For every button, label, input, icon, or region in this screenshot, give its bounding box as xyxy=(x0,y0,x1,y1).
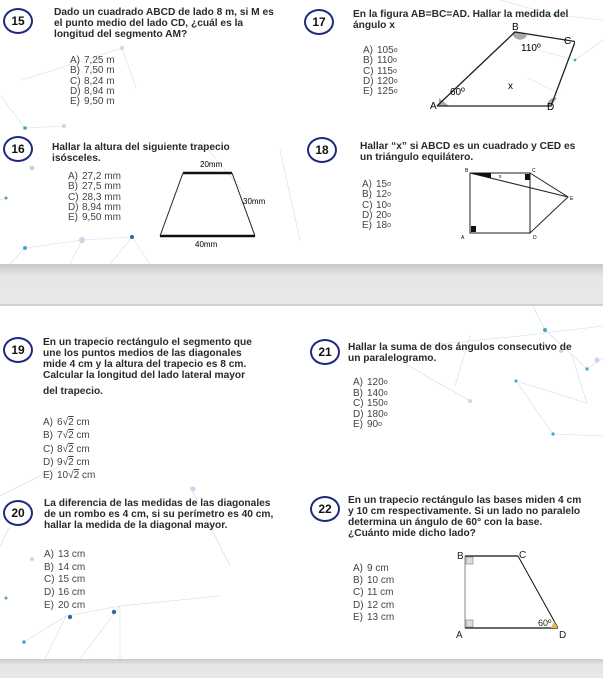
vertex-label-e: E xyxy=(570,196,574,202)
question-stem: En un trapecio rectángulo el segmento que une los puntos medios de las diagonales mide 4 cm y la altura del trapecio es 8 cm. Calcular la longitud del lado lateral mayor del trapecio. xyxy=(43,337,252,397)
side-label: 30mm xyxy=(243,197,266,206)
answer-option[interactable]: D) 120o xyxy=(363,75,398,87)
answer-option[interactable]: B) 140o xyxy=(353,387,388,399)
answer-option[interactable]: E) 125o xyxy=(363,86,398,98)
top-base-label: 20mm xyxy=(200,160,223,169)
vertex-label-d: D xyxy=(547,102,555,110)
question-stem: Dado un cuadrado ABCD de lado 8 m, si M es el punto medio del lado CD, ¿cuál es la longitud del segmento AM? xyxy=(54,7,274,40)
right-angle-c-marker xyxy=(525,174,530,180)
vertex-label-b: B xyxy=(512,22,519,33)
question-stem: Hallar la altura del siguiente trapecio isósceles. xyxy=(52,142,230,164)
answer-option[interactable]: E) 90o xyxy=(353,419,383,430)
answer-option[interactable]: B) 110o xyxy=(363,55,397,67)
question-number-badge: 18 xyxy=(307,137,337,163)
answer-option[interactable]: E) 20 cm xyxy=(44,599,86,611)
answer-options xyxy=(43,416,95,482)
equilateral-triangle-ced xyxy=(530,173,568,233)
answer-option[interactable]: C) 10o xyxy=(362,199,392,211)
page-separator xyxy=(0,659,603,678)
answer-option[interactable]: D) 8,94 mm xyxy=(68,201,121,213)
answer-option[interactable]: B) 12o xyxy=(362,189,392,201)
vertex-label-a: A xyxy=(461,235,465,241)
answer-options xyxy=(362,180,391,231)
answer-options xyxy=(353,378,388,431)
question-number-badge: 22 xyxy=(310,496,340,522)
question-number-badge: 17 xyxy=(304,9,334,35)
angle-60-label: 60º xyxy=(538,618,552,628)
answer-option[interactable]: B) 27,5 mm xyxy=(68,181,121,193)
answer-option[interactable]: A) 105o xyxy=(363,45,398,56)
answer-option[interactable]: D) 16 cm xyxy=(44,587,86,599)
answer-option[interactable]: D) 180o xyxy=(353,408,388,420)
answer-option[interactable]: A) 6√2 cm xyxy=(43,417,90,428)
bottom-base-label: 40mm xyxy=(195,240,218,249)
vertex-label-a: A xyxy=(456,630,463,640)
answer-option[interactable]: A) 120o xyxy=(353,377,388,388)
answer-option[interactable]: E) 10√2 cm xyxy=(43,470,96,482)
answer-option[interactable]: A) 13 cm xyxy=(44,549,86,560)
question-number-badge: 21 xyxy=(310,339,340,365)
question-number-badge: 16 xyxy=(3,136,33,162)
right-angle-b-marker xyxy=(466,557,473,564)
angle-x-label: x xyxy=(499,174,502,180)
answer-option[interactable]: B) 14 cm xyxy=(44,561,86,573)
answer-options xyxy=(44,549,85,613)
answer-option[interactable]: C) 15 cm xyxy=(44,574,86,586)
answer-option[interactable]: C) 115o xyxy=(363,65,397,77)
answer-option[interactable]: C) 11 cm xyxy=(353,587,394,599)
answer-option[interactable]: C) 8√2 cm xyxy=(43,443,90,455)
question-stem: Hallar la suma de dos ángulos consecutivo de un paralelogramo. xyxy=(348,342,572,364)
answer-options xyxy=(363,46,398,97)
vertex-label-c: C xyxy=(564,36,572,47)
vertex-label-b: B xyxy=(457,551,464,562)
question-number-badge: 20 xyxy=(3,500,33,526)
answer-option[interactable]: C) 150o xyxy=(353,398,388,409)
isosceles-trapezoid-figure xyxy=(150,155,280,250)
answer-options xyxy=(70,56,115,107)
right-trapezoid-figure xyxy=(440,545,580,640)
answer-option[interactable]: A) 15o xyxy=(362,179,392,190)
trapezoid-left-side xyxy=(160,173,183,236)
answer-option[interactable]: E) 18o xyxy=(362,220,392,232)
answer-options xyxy=(68,172,121,223)
angle-b-label: 110º xyxy=(521,43,541,54)
vertex-label-b: B xyxy=(465,168,469,174)
answer-option[interactable]: E) 9,50 m xyxy=(70,96,115,108)
angle-x-label: x xyxy=(508,81,513,92)
answer-option[interactable]: C) 8,24 m xyxy=(70,75,115,87)
answer-option[interactable]: D) 12 cm xyxy=(353,599,395,611)
right-angle-a-marker xyxy=(466,620,473,627)
question-stem: La diferencia de las medidas de las diagonales de un rombo es 4 cm, si su perímetro es 40 cm, hallar la medida de la diagonal mayor. xyxy=(44,498,274,531)
vertex-label-a: A xyxy=(430,101,437,110)
segment-be xyxy=(470,173,568,197)
answer-option[interactable]: B) 10 cm xyxy=(353,575,395,587)
angle-60-marker xyxy=(551,621,558,628)
vertex-label-c: C xyxy=(519,550,527,561)
page-separator xyxy=(0,264,603,306)
answer-options xyxy=(353,563,394,624)
answer-option[interactable]: E) 13 cm xyxy=(353,611,395,623)
angle-a-label: 60º xyxy=(450,87,465,98)
answer-option[interactable]: D) 9√2 cm xyxy=(43,456,90,468)
answer-option[interactable]: B) 7√2 cm xyxy=(43,430,90,442)
vertex-label-d: D xyxy=(533,235,537,241)
square-triangle-figure xyxy=(455,163,580,248)
question-stem: Hallar “x” si ABCD es un cuadrado y CED es un triángulo equilátero. xyxy=(360,141,576,163)
answer-option[interactable]: D) 8,94 m xyxy=(70,85,115,97)
question-stem: En un trapecio rectángulo las bases miden 4 cm y 10 cm respectivamente. Si un lado no paralelo determina un ángulo de 60° con la base. ¿Cuánto mide dicho lado? xyxy=(348,495,582,539)
square-abcd xyxy=(470,173,530,233)
answer-option[interactable]: D) 20o xyxy=(362,209,392,221)
answer-option[interactable]: A) 7,25 m xyxy=(70,55,115,66)
quadrilateral-figure xyxy=(425,22,575,110)
answer-option[interactable]: A) 27,2 mm xyxy=(68,171,121,182)
question-number-badge: 19 xyxy=(3,337,33,363)
answer-option[interactable]: A) 9 cm xyxy=(353,563,389,574)
answer-option[interactable]: C) 28,3 mm xyxy=(68,191,121,203)
question-number-badge: 15 xyxy=(3,8,33,34)
worksheet-page-2 xyxy=(0,306,603,659)
answer-option[interactable]: E) 9,50 mm xyxy=(68,212,121,224)
right-angle-a-marker xyxy=(471,226,476,232)
question-stem: En la figura AB=BC=AD. Hallar la medida del ángulo x xyxy=(353,9,569,31)
worksheet-page-1 xyxy=(0,0,603,264)
answer-option[interactable]: B) 7,50 m xyxy=(70,65,115,77)
vertex-label-d: D xyxy=(559,630,567,640)
vertex-label-c: C xyxy=(532,168,536,174)
